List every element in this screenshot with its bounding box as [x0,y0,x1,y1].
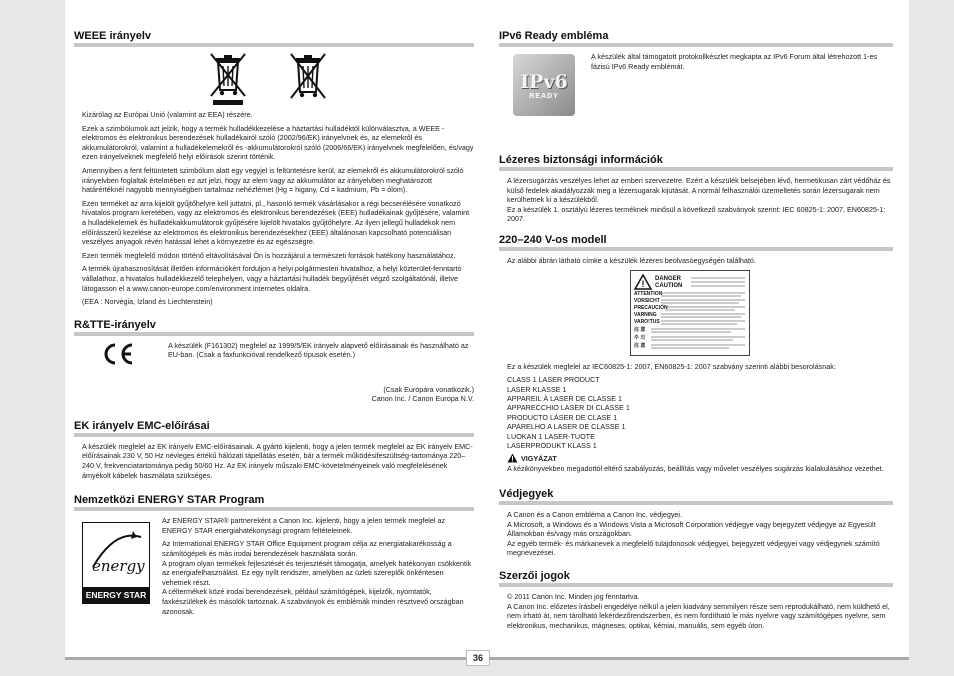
rtte-company: Canon Inc. / Canon Europa N.V. [371,394,474,404]
crossed-bin-icon [207,52,249,106]
energy-star-paragraph: A program olyan termékek fejlesztését és terjesztését támogatja, amelyek hatékonyan csökkentik az energiafelhasználást. Ez egy nyílt rendszer, amelyben az üzleti szereplők önkéntesen vehetnek részt. [162,558,472,587]
laser-body: Ez a készülék 1. osztályú lézeres terméknek minősül a következő szabványok szerint: IEC 60825-1: 2007, EN60825-1: 2007. [507,204,886,224]
list-item: PRODUCTO LÁSER DE CLASE 1 [507,412,618,422]
energy-star-logo [82,522,150,604]
laser-heading: Lézeres biztonsági információk [499,154,893,171]
list-item: CLASS 1 LASER PRODUCT [507,375,600,385]
label-line: VARO!TUS [634,318,660,325]
ipv6-section [499,30,893,116]
crossed-bin-battery-icon [287,52,329,106]
laser-section [499,154,893,224]
ce-mark-icon [74,341,162,385]
rtte-heading: R&TTE-irányelv [74,319,474,336]
energy-star-p1b: ® partnereként a Canon Inc. kijelenti, hogy a jelen termék megfelel az ENERGY STAR energiahatékonysági program feltételeinek. [162,516,446,535]
warning-triangle-icon [507,453,518,463]
copyright-paragraph: A Canon Inc. előzetes írásbeli engedélye nélkül a jelen kiadvány semmilyen része sem reprodukálható, nem küldhető el, nem írható át, nem tárolható lekérdezőrendszerben, és nem fordítható le más nyelvre vagy számítógépes nyelvre, sem elektronikus, mechanikus, mágneses, optikai, kémiai, manuális, sem egyéb úton. [507,601,890,630]
trademarks-paragraph: Az egyéb termék- és márkanevek a megfelelő tulajdonosok védjegyei, bejegyzett védjegyei vagy védjegynek számító megnevezései. [507,538,880,558]
weee-paragraph: Ezen terméket az arra kijelölt gyűjtőhelyre kell juttatni, pl., hasonló termék vásárlásakor a régi becserélésére vonatkozó hivatalos program keretében, vagy az elektromos és elektronikus berendezések (EEE) hulladékainak gyűjtésére, valamint a hulladékelemek és hulladékakkumulátorok gyűjtésére kijelölt hivatalos gyűjtőhelyre. Az ilyen jellegű hulladékok nem előírásszerű kezelése az elektromos és elektronikus berendezésekhez (EEE) általánosan kapcsolható potenciálisan veszélyes anyagok révén hatással lehet a környezetre és az egészségre. [82,198,470,247]
ipv6-ready-logo [513,54,575,116]
emc-section [74,420,474,480]
laser-class-list [499,375,893,450]
energy-star-paragraph [162,516,474,535]
left-column [74,30,474,620]
copyright-section [499,570,893,630]
energy-star-logo-text: ENERGY STAR [83,587,149,603]
rtte-note: (Csak Európára vonatkozik.) [383,384,474,394]
ipv6-body: A készülék által támogatott protokollkészlet megkapta az IPv6 Forum által létrehozott 1-es fázisú IPv6 Ready emblémát. [591,52,878,71]
trademarks-paragraph: A Microsoft, a Windows és a Windows Vista a Microsoft Corporation védjegye vagy bejegyzett védjegye az Egyesült Államokban és/vagy más országokban. [507,519,876,539]
label-line: DANGER [655,275,682,282]
energy-script-text: energy [92,557,145,576]
caution-row [507,453,893,463]
ipv6-logo-text: IPv6 [520,70,568,93]
label-line: PRECAUCIÓN [634,304,668,311]
copyright-paragraph: © 2011 Canon Inc. Minden jog fenntartva. [507,591,640,601]
emc-heading: EK irányelv EMC-előírásai [74,420,474,437]
copyright-heading: Szerzői jogok [499,570,893,587]
emc-body: A készülék megfelel az EK irányelv EMC-előírásainak. A gyártó kijelenti, hogy a jelen termék megfelel az EK irányelv EMC-előírásainak 230 V, 50 Hz névleges értékű hálózati tápellátás esetén, bár a termék működésifeszültség-tartománya 220–240 V, frekvenciatartománya pedig 50/60 Hz. Az EK irányelv műszaki EMC-követelményeinek való megfelelésének ámyékolt kábelek használata szükséges. [82,441,473,480]
ipv6-heading: IPv6 Ready embléma [499,30,893,47]
page-number: 36 [466,650,490,666]
model-conformance: Ez a készülék megfelel az IEC60825-1: 2007, EN60825-1: 2007 szabvány szerinti alábbi besorolásnak: [507,361,836,371]
energy-star-paragraph: A céltermékek közé irodai berendezések, például számítógépek, kijelzők, nyomtatók, faxkészülékek és másolók tartoznak. A szabványok és emblémák minden résztvevő országban azonosak. [162,587,464,616]
model-section [499,234,893,474]
model-intro: Az alábbi ábrán látható címke a készülék lézeres beolvasóegységén található. [507,255,756,265]
list-item: APPARECCHIO LASER DI CLASSE 1 [507,403,630,413]
label-line: 注 意 [634,326,646,333]
trademarks-paragraph: A Canon és a Canon embléma a Canon Inc. védjegyei. [507,510,683,519]
label-line: ATTENTION [634,290,663,297]
label-line: 注 意 [634,342,646,349]
trademarks-heading: Védjegyek [499,488,893,505]
label-line: CAUTION [655,282,683,289]
weee-paragraph: Ezen termék megfelelő módon történő eltávolításával Ön is hozzájárul a természeti források hatékony használatához. [82,250,456,260]
ipv6-logo-sub: READY [529,92,559,100]
svg-text:!: ! [641,278,645,289]
list-item: APPAREIL À LASER DE CLASSE 1 [507,393,623,403]
weee-heading: WEEE irányelv [74,30,474,47]
weee-paragraph: Ezek a szimbólumok azt jelzik, hogy a termék hulladékkezelése a háztartási hulladéktól különválasztva, a WEEE - elektromos és elektronikus berendezések hulladékairól szóló (2002/96/EK) irányelvnek és, az elemekről és akkumulátorokról, valamint a hulladékelemekről és -akkumulátorokról szóló (2006/66/EK) irányelvnek megfelelően, és/vagy ezen irányelveknek megfelelő helyi előírások szerint történik. [82,123,474,162]
list-item: LUOKAN 1 LASER-TUOTE [507,431,595,441]
rtte-body: A készülék (F161302) megfelel az 1999/5/EK irányelv alapvető előírásainak és használható az EU-ban. (Csak a faxfunkcióval rendelkező típusok esetén.) [168,340,469,360]
list-item: LASERPRODUKT KLASS 1 [507,441,597,450]
model-heading: 220–240 V-os modell [499,234,893,251]
energy-star-swoosh-icon [85,527,147,583]
energy-star-paragraph: Az International ENERGY STAR Office Equipment program célja az energiatakarékosság a számítógépek és más irodai berendezések használata során. [162,539,452,559]
caution-text: A kézikönyvekben megadottól eltérő szabályozás, beállítás vagy művelet veszélyes sugárzás kialakulásához vezethet. [507,464,884,474]
rtte-section [74,319,474,404]
page-margin-right [909,0,954,676]
laser-body: A lézersugárzás veszélyes lehet az emberi szervezetre. Ezért a készülék belsejében lévő, hermetikusan zárt védőház és külső fedelek akadályozzák meg a lézersugarak kijutását. A normál felhasználói üzemeltetés során lézersugarak nem kerülhetnek ki a készülékből. [507,176,891,205]
weee-paragraph: Kizárólag az Európai Unió (valamint az EEA) részére. [82,110,253,119]
weee-section [74,30,474,307]
list-item: LASER KLASSE 1 [507,384,567,394]
caution-label: VIGYÁZAT [521,453,557,463]
energy-star-section [74,494,474,620]
trademarks-section [499,488,893,558]
laser-warning-label [630,270,750,356]
right-column [499,30,893,634]
label-line: VARNING [634,311,657,318]
label-line: 주 의 [634,334,646,341]
list-item: APARELHO A LASER DE CLASSE 1 [507,422,626,432]
energy-star-p1a: Az ENERGY STAR [162,516,224,526]
energy-star-heading: Nemzetközi ENERGY STAR Program [74,494,474,511]
weee-symbols [207,52,474,104]
weee-paragraph: (EEA : Norvégia, Izland és Liechtenstein) [82,297,213,307]
weee-paragraph: A termék újrahasznosítását illetően információkért forduljon a helyi polgármesteri hivatalhoz, a helyi közterület-fenntartó vállalathoz, a hivatalos hulladékkezelő telephelyen, vagy a háztartási hulladék begyűjtését végző szolgáltatónál, illetve látogasson el a www.canon-europe.com/environment internetes oldalra. [82,264,462,293]
label-line: VORSICHT [634,297,660,304]
weee-paragraph: Amennyiben a fent feltüntetett szimbólum alatt egy vegyjel is feltüntetésre kerül, az elemekről és akkumulátorokról szóló irányelvben foglaltak értelmében ez azt jelzi, hogy az elem vagy az akkumulátor az irányelvben meghatározott határértéknél nagyobb mennyiségben tartalmaz nehézfémet (Hg = higany, Cd = kadmium, Pb = ólom). [82,165,464,195]
page-margin-left [0,0,65,676]
